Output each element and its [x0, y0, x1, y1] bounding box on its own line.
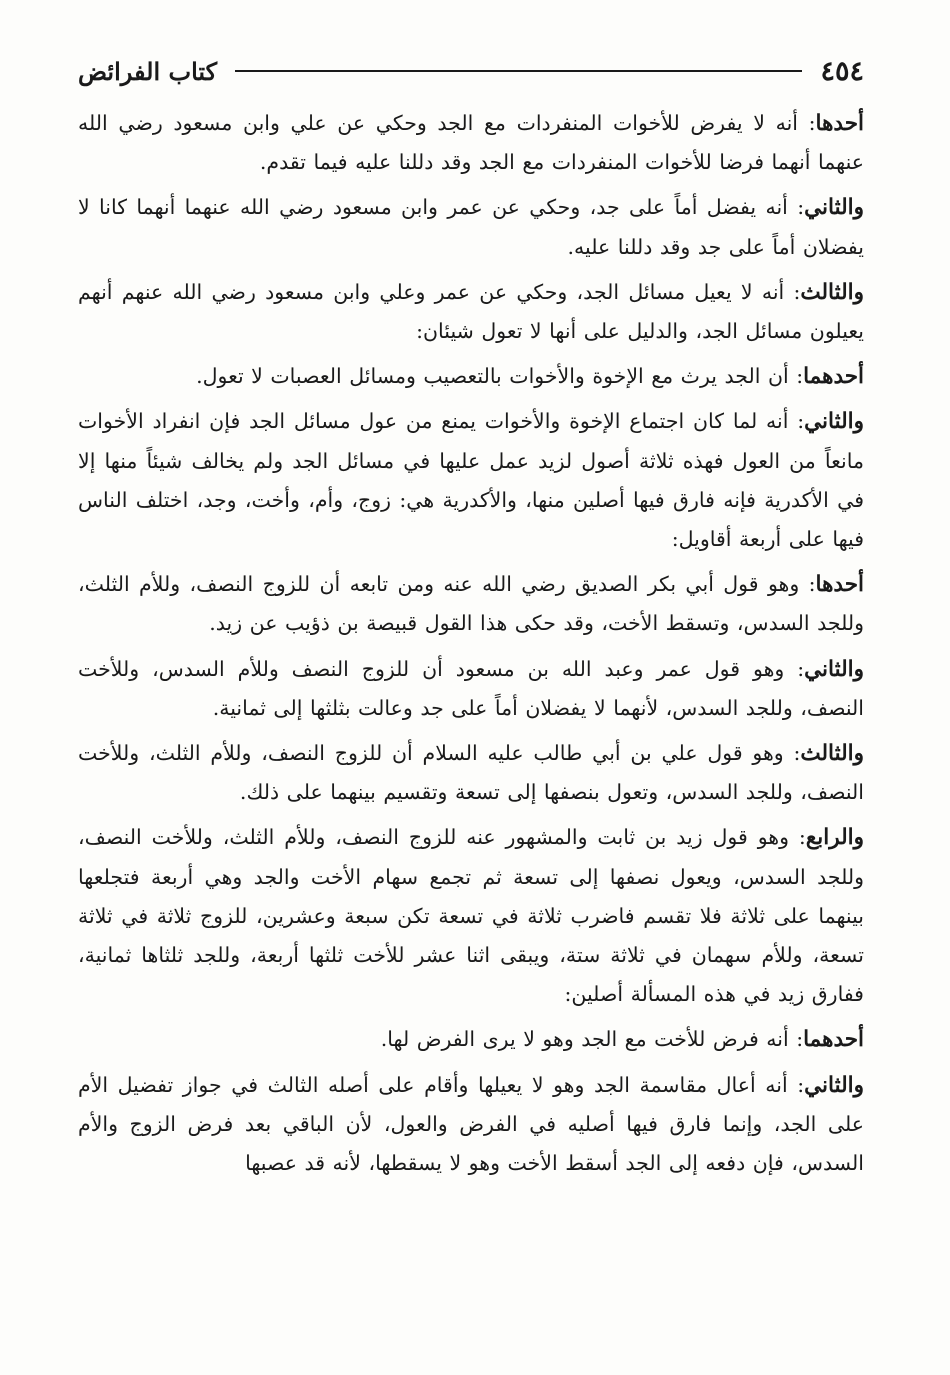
paragraph-text: : وهو قول عمر وعبد الله بن مسعود أن للزوج النصف وللأم السدس، وللأخت النصف، وللجد السدس، لأنهما لا يفضلان أماً على جد وعالت بثلثها إلى ثمانية. [78, 656, 864, 720]
paragraph-lead: والثاني [804, 195, 864, 221]
paragraph-text: : وهو قول أبي بكر الصديق رضي الله عنه ومن تابعه أن للزوج النصف، وللأم الثلث، وللجد السدس، وتسقط الأخت، وقد حكى هذا القول قبيصة بن ذؤيب عن زيد. [78, 572, 864, 636]
book-title: كتاب الفرائض [78, 56, 218, 86]
paragraph-lead: والثالث [800, 279, 864, 305]
paragraph-text: : أنه لما كان اجتماع الإخوة والأخوات يمنع من عول مسائل الجد فإن انفراد الأخوات مانعاً من العول فهذه ثلاثة أصول لزيد عمل عليها في مسائل الجد ولم يخالف شيئاً منها إلا في الأكدرية فإنه فارق فيها أصلين منها، والأكدرية هي: زوج، وأم، وأخت، وجد، اختلف الناس فيها على أربعة أقاويل: [78, 409, 864, 552]
paragraph [78, 818, 864, 1014]
page-number: ٤٥٤ [820, 55, 864, 87]
paragraph [78, 104, 864, 182]
paragraph [78, 188, 864, 266]
paragraph [78, 1066, 864, 1184]
paragraph-lead: والرابع [805, 825, 864, 851]
paragraph-lead: والثاني [804, 409, 864, 435]
paragraph [78, 565, 864, 643]
paragraph [78, 402, 864, 559]
paragraph [78, 273, 864, 351]
paragraph-text: : أنه لا يفرض للأخوات المنفردات مع الجد وحكي عن علي وابن مسعود رضي الله عنهما أنهما فرضا للأخوات المنفردات مع الجد وقد دللنا عليه فيما تقدم. [78, 111, 864, 175]
paragraph [78, 650, 864, 728]
paragraph-lead: والثاني [804, 1072, 864, 1098]
header-rule [235, 70, 802, 72]
paragraph-lead: والثالث [800, 741, 864, 767]
paragraph-text: : أنه يفضل أماً على جد، وحكي عن عمر وابن مسعود رضي الله عنهما أنهما كانا لا يفضلان أماً على جد وقد دللنا عليه. [78, 195, 864, 259]
page-header [78, 52, 864, 90]
paragraph-lead: أحدهما [803, 364, 864, 390]
paragraph-text: : أنه أعال مقاسمة الجد وهو لا يعيلها وأقام على أصله الثالث في جواز تفضيل الأم على الجد، وإنما فارق فيها أصليه في الفرض والعول، لأن الباقي بعد فرض الزوج والأم السدس، فإن دفعه إلى الجد أسقط الأخت وهو لا يسقطها، لأنه قد عصبها [78, 1072, 864, 1176]
paragraph [78, 357, 864, 396]
body-text [78, 104, 864, 1183]
paragraph-lead: أحدها [815, 572, 864, 598]
paragraph-text: : وهو قول علي بن أبي طالب عليه السلام أن للزوج النصف، وللأم الثلث، وللأخت النصف، وللجد السدس، وتعول بنصفها إلى تسعة وتقسيم بينهما على ذلك. [78, 741, 864, 805]
paragraph-text: : أن الجد يرث مع الإخوة والأخوات بالتعصيب ومسائل العصبات لا تعول. [196, 364, 804, 389]
paragraph [78, 734, 864, 812]
paragraph-text: : أنه لا يعيل مسائل الجد، وحكي عن عمر وعلي وابن مسعود رضي الله عنهم أنهم يعيلون مسائل الجد، والدليل على أنها لا تعول شيئان: [78, 279, 864, 344]
paragraph-lead: والثاني [804, 656, 864, 682]
paragraph-lead: أحدها [815, 111, 864, 136]
paragraph-text: : أنه فرض للأخت مع الجد وهو لا يرى الفرض لها. [380, 1027, 804, 1052]
paragraph [78, 1020, 864, 1059]
paragraph-lead: أحدهما [803, 1027, 864, 1053]
paragraph-text: : وهو قول زيد بن ثابت والمشهور عنه للزوج النصف، وللأم الثلث، وللأخت النصف، وللجد السدس، ويعول نصفها إلى تسعة ثم تجمع سهام الأخت والجد وهي أربعة فتجلعها بينهما على ثلاثة فلا تقسم فاضرب ثلاثة في تسعة تكن سبعة وعشرين، للزوج ثلاثة في ثلاثة تسعة، وللأم سهمان في ثلاثة ستة، ويبقى اثنا عشر للأخت ثلثها أربعة، وللجد ثلثاها ثمانية، ففارق زيد في هذه المسألة أصلين: [78, 825, 864, 1007]
